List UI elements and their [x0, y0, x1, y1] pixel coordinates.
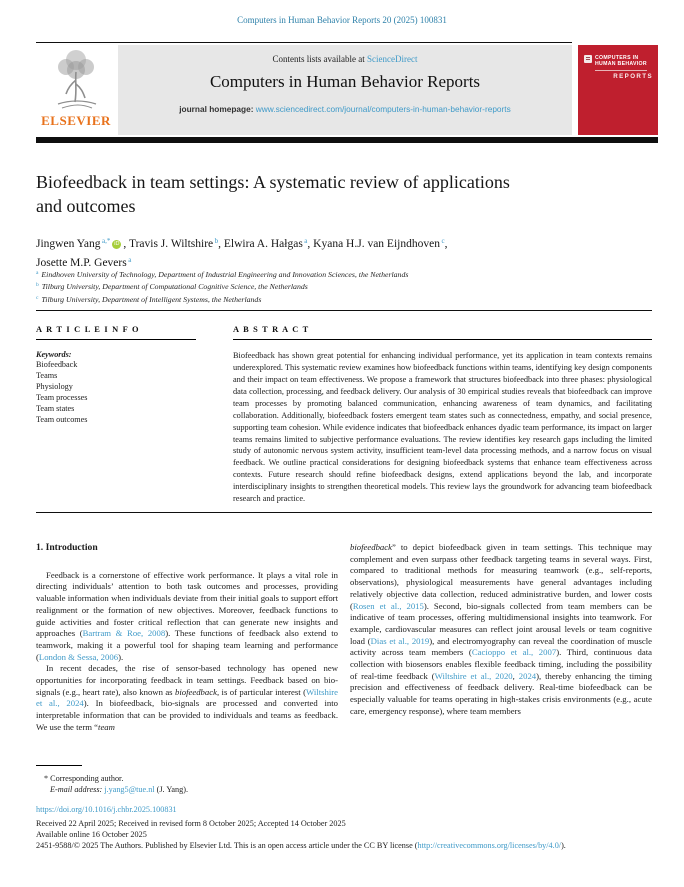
text-segment: ), thereby enhancing the timing precision and effectiveness of feedback delivery. Real-time biofeedback can be especially valuable for teams operating in high-stakes crisis environments (e.g., acute care, emergency response), where team members	[350, 670, 652, 716]
info-section-top-rule	[36, 310, 652, 311]
citation-link[interactable]: London & Sessa, 2006	[38, 651, 119, 662]
contents-lists-line	[118, 45, 572, 64]
text-segment: a	[304, 237, 308, 245]
citation-link[interactable]: 2024	[518, 670, 537, 681]
available-online-line: Available online 16 October 2025	[36, 830, 147, 840]
text-segment: Eindhoven University of Technology, Department of Industrial Engineering and Innovation Sciences, the Netherlands	[39, 270, 409, 279]
copyright-line	[36, 841, 658, 852]
sciencedirect-link[interactable]: ScienceDirect	[367, 54, 418, 64]
text-segment: ), and electromyography can reveal the coordination of muscle activity across team members (	[350, 635, 653, 658]
text-segment: Josette M.P. Gevers	[36, 257, 127, 269]
text-segment: Tilburg University, Department of Computational Cognitive Science, the Netherlands	[39, 282, 308, 292]
citation-link[interactable]: Bartram & Roe, 2008	[82, 628, 166, 639]
header-top-rule	[36, 42, 572, 43]
left-column	[36, 542, 338, 734]
text-segment: Jingwen Yang	[36, 238, 101, 250]
article-title-line: and outcomes	[36, 195, 136, 216]
elsevier-wordmark: ELSEVIER	[41, 113, 111, 128]
info-abstract-section	[36, 325, 652, 505]
affiliation	[36, 268, 408, 280]
cover-title-line2: HUMAN BEHAVIOR	[595, 61, 647, 68]
left-column-paragraphs	[36, 570, 338, 734]
keyword: Team outcomes	[36, 415, 88, 425]
journal-cover-thumbnail[interactable]	[578, 45, 658, 135]
text-segment: ,	[444, 238, 448, 250]
doi-link[interactable]: https://doi.org/10.1016/j.chbr.2025.100831	[36, 805, 177, 814]
text-segment: , is of particular interest (	[216, 686, 307, 697]
text-segment: In recent decades, the rise of sensor-based technology has opened new opportunities for incorporating feedback in team settings. Feedback based on bio-signals (e.g., heart rate), also known as	[36, 663, 338, 697]
citation-link[interactable]: Dias et al., 2019	[370, 635, 430, 646]
text-segment: biofeedback	[174, 686, 217, 697]
affiliation-list	[36, 268, 408, 305]
text-segment: , Kyana H.J. van Eijndhoven	[307, 238, 440, 250]
text-segment: Contents lists available at	[272, 54, 367, 64]
affiliation	[36, 280, 408, 292]
text-segment: a,*	[102, 237, 111, 245]
journal-homepage-line	[118, 104, 572, 114]
text-segment: , Travis J. Wiltshire	[123, 238, 214, 250]
abstract-heading: A B S T R A C T	[233, 325, 310, 334]
text-segment: ). These functions of feedback also extend to teamwork, making it a powerful tool for shaping team learning and performance (	[36, 628, 339, 662]
cover-publisher-icon	[584, 55, 592, 63]
abstract-rule	[233, 339, 652, 340]
text-segment: journal homepage:	[179, 104, 256, 114]
article-info-rule	[36, 339, 196, 340]
text-segment: b	[36, 282, 39, 289]
text-segment: ,	[512, 670, 519, 681]
abstract-column	[233, 325, 652, 505]
section-heading-introduction: 1. Introduction	[36, 542, 98, 553]
introduction-section	[36, 542, 652, 734]
text-segment: , Elwira A. Hałgas	[218, 238, 303, 250]
citation-link[interactable]: Cacioppo et al., 2007	[471, 647, 557, 658]
text-segment: ). Third, continuous data collection with biosensors enables flexible feedback timing, including the possibility of real-time feedback (	[350, 647, 652, 681]
keyword: Biofeedback	[36, 360, 78, 370]
article-info-heading: A R T I C L E I N F O	[36, 325, 140, 334]
text-segment: c	[36, 294, 39, 301]
keyword: Team states	[36, 404, 75, 414]
body-paragraph	[350, 542, 652, 718]
article-title-line: Biofeedback in team settings: A systematic review of applications	[36, 172, 510, 192]
right-column	[350, 542, 652, 734]
journal-citation-header: Computers in Human Behavior Reports 20 (2025) 100831	[237, 15, 447, 25]
article-info-column	[36, 325, 196, 505]
keywords-list	[36, 359, 196, 425]
keyword: Physiology	[36, 382, 73, 392]
text-segment: E-mail address:	[50, 785, 103, 795]
journal-homepage-link[interactable]: www.sciencedirect.com/journal/computers-in-human-behavior-reports	[255, 104, 511, 114]
journal-title: Computers in Human Behavior Reports	[209, 72, 481, 91]
text-segment: b	[214, 237, 219, 245]
text-segment: biofeedback	[350, 542, 392, 552]
text-segment: a	[36, 270, 39, 276]
affiliation	[36, 293, 408, 305]
orcid-icon: iD	[114, 241, 120, 247]
article-footer	[36, 805, 658, 851]
body-paragraph	[36, 663, 338, 733]
text-segment: a	[128, 256, 132, 264]
citation-link[interactable]: Wiltshire et al., 2020	[434, 670, 513, 681]
elsevier-logo[interactable]	[34, 46, 118, 135]
email-link[interactable]: j.yang5@tue.nl	[102, 785, 155, 795]
text-segment: ). Second, bio-signals collected from team members can be indicative of team processes, offering multidimensional insights into teamwork. For example, cardiovascular measures can reflect joint arousal levels or team cognitive load (	[350, 600, 652, 646]
keywords-label: Keywords:	[36, 350, 72, 360]
footnote-rule	[36, 765, 82, 766]
cover-title-line1: COMPUTERS IN	[595, 55, 639, 61]
cover-title-line3: REPORTS	[613, 72, 653, 80]
text-segment: ).	[561, 840, 566, 850]
corresponding-author-note: * Corresponding author.	[44, 774, 124, 783]
cover-title-block	[595, 55, 653, 80]
received-dates-line: Received 22 April 2025; Received in revised form 8 October 2025; Accepted 14 October 2025	[36, 818, 346, 828]
text-segment: ). In biofeedback, bio-signals are processed and converted into interpretable information that can be provided to individuals and teams as feedback. We use the term “	[36, 698, 338, 732]
keyword: Team processes	[36, 393, 88, 403]
info-section-bottom-rule	[36, 512, 652, 513]
text-segment: 2451-9588/© 2025 The Authors. Published by Elsevier Ltd. This is an open access article under the CC BY license (	[36, 840, 418, 850]
email-address-line	[50, 784, 652, 795]
text-segment: (J. Yang).	[154, 785, 189, 795]
abstract-text: Biofeedback has shown great potential for enhancing individual performance, yet its application in team contexts remains underexplored. This systematic review examines how biofeedback functions within teams, identifying key design components and their impact on team effectiveness. We propose a framework that structures biofeedback into three phases: physiological data collection, processing, and feedback delivery. Our analysis of 30 empirical studies reveals that biofeedback can improve team processes by promoting balanced communication, enhancing awareness of team dynamics, and facilitating collaboration. Additionally, biofeedback fosters emergent team states such as connectedness, empathy, and social presence, supporting team cohesion. While evidence indicates that biofeedback enhances dyadic team performance, its impact on larger teams remains limited to subjective performance evaluations. The review identifies key research gaps including the limited study of autonomic nervous system activity, insufficient team-level data processing methods, and a narrow focus on visual feedback. We outline practical considerations for designing biofeedback systems that enhance team effectiveness across contexts. Future research should refine biofeedback designs, extend applications beyond the lab, and incorporate interdisciplinary insights to strengthen theoretical models. This review lays the groundwork for advancing team biofeedback research and practice.	[233, 351, 652, 504]
text-segment: c	[441, 237, 445, 245]
text-segment: ).	[118, 651, 124, 662]
text-segment: Feedback is a cornerstone of effective work performance. It plays a vital role in directing individuals’ attention to both task outcomes and processes, providing valuable information when individuals deviate from their initial goals to support effort realignment or the formation of new objectives. Moreover, feedback functions to guide activities and foster critical reflection that can generate new insights and approaches (	[36, 569, 338, 639]
body-paragraph	[36, 570, 338, 664]
article-title	[36, 171, 636, 218]
text-segment: ” to depict biofeedback given in team settings. This technique may complement and even surpass other feedback targeting teams in several ways. First, compared to traditional methods for measuring teamwork (e.g., self-reports, observations), physiological measurements have general advantages including relatively objective data collection, reduced administrative burden, and lower costs (	[350, 542, 652, 611]
elsevier-tree-icon	[34, 46, 118, 112]
author-list	[36, 233, 652, 271]
text-segment: Tilburg University, Department of Intelligent Systems, the Netherlands	[39, 294, 262, 304]
journal-masthead-band	[118, 45, 572, 135]
citation-link[interactable]: Rosen et al., 2015	[352, 600, 424, 611]
citation-link[interactable]: Wiltshire et al., 2024	[36, 686, 338, 709]
cover-divider	[595, 70, 647, 71]
header-bottom-thick-rule	[36, 137, 658, 143]
footnote-block	[36, 765, 652, 796]
license-link[interactable]: http://creativecommons.org/licenses/by/4.0/	[417, 840, 562, 850]
keyword: Teams	[36, 371, 58, 381]
text-segment: team	[98, 721, 115, 732]
